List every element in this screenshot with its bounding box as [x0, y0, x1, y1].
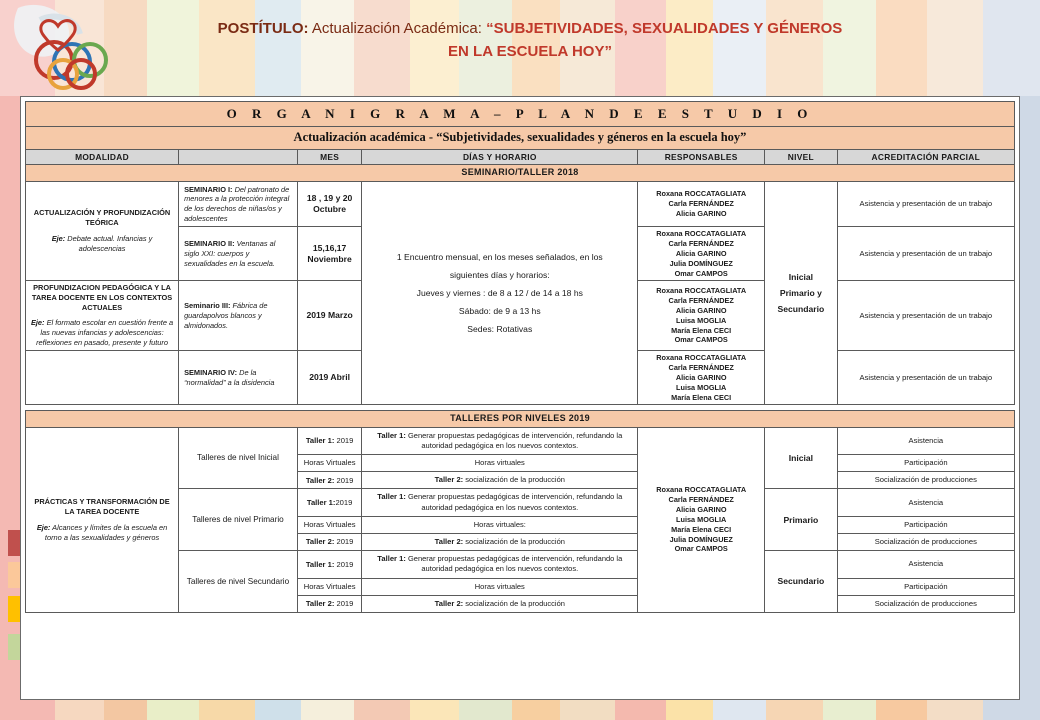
- section-row-2018: [26, 165, 1015, 181]
- page-title: [120, 18, 940, 62]
- taller-left-cell: [297, 489, 361, 516]
- taller-left-cell: [297, 516, 361, 533]
- modalidad-eje-text-1: Debate actual. Infancias y adolescencias: [65, 233, 153, 253]
- taller-left-label: Taller 1:: [305, 436, 335, 446]
- acreditacion-cell-3: Asistencia y presentación de un trabajo: [837, 281, 1014, 351]
- modalidad-cell-3: [26, 427, 179, 612]
- taller-left-cell: [297, 533, 361, 550]
- mes-cell-4: 2019 Abril: [297, 351, 361, 405]
- seminario-text-2: Ventanas al siglo XXI: cuerpos y sexualidades en la escuela.: [184, 239, 276, 268]
- responsable-name: María Elena CECI: [671, 392, 732, 402]
- table-column-headers: [26, 149, 1015, 165]
- acreditacion-cell-4: Asistencia y presentación de un trabajo: [837, 351, 1014, 405]
- responsable-name: Roxana ROCCATAGLIATA: [656, 286, 747, 296]
- modalidad-eje-label-1: Eje:: [51, 233, 66, 243]
- responsable-name: Luisa MOGLIA: [676, 514, 727, 524]
- seminario-cell-4: [179, 351, 298, 405]
- title-line-2: EN LA ESCUELA HOY”: [448, 42, 612, 60]
- banner-title: O R G A N I G R A M A – P L A N D E E S T U D I O: [26, 102, 1015, 127]
- taller-left-label: Taller 2:: [305, 537, 335, 547]
- seminario-cell-1: [179, 181, 298, 227]
- taller-left-rest: 2019: [334, 559, 354, 569]
- responsables-cell-1: [638, 181, 765, 227]
- acreditacion-cell-2: Asistencia y presentación de un trabajo: [837, 227, 1014, 281]
- taller-desc-label: Taller 1:: [377, 554, 406, 564]
- title-lead: POSTÍTULO:: [217, 20, 309, 37]
- taller-desc-cell: [362, 533, 638, 550]
- nivel-cell-secundario: Secundario: [765, 551, 838, 613]
- taller-desc-cell: Horas virtuales:: [362, 516, 638, 533]
- taller-left-cell: [297, 427, 361, 454]
- col-acreditacion: ACREDITACIÓN PARCIAL: [837, 149, 1014, 165]
- responsables-cell-3: [638, 281, 765, 351]
- modalidad-eje-text-2: El formato escolar en cuestión frente a las nuevas infancias y adolescencias: reflexiones en pasado, presente y futuro: [36, 318, 174, 348]
- modalidad-cell-2: [26, 281, 179, 351]
- responsable-name: María Elena CECI: [671, 524, 732, 534]
- seminario-text-3: Fábrica de guardapolvos blancos y almidonados.: [184, 301, 268, 330]
- responsable-name: Alicia GARINO: [675, 248, 727, 258]
- organigrama-table-container: [20, 96, 1020, 700]
- acreditacion-cell: Asistencia: [837, 551, 1014, 578]
- acreditacion-cell: Socialización de producciones: [837, 533, 1014, 550]
- taller-desc-label: Taller 2:: [434, 475, 464, 485]
- seminario-label-2: SEMINARIO II:: [184, 239, 235, 249]
- horario-line-4: Sábado: de 9 a 13 hs: [458, 306, 541, 317]
- nivel-inicial: Inicial: [788, 271, 814, 282]
- col-responsables: RESPONSABLES: [638, 149, 765, 165]
- responsable-name: Carla FERNÁNDEZ: [668, 495, 734, 505]
- seminario-label-4: SEMINARIO IV:: [184, 368, 238, 378]
- taller-desc-text: socialización de la producción: [463, 598, 565, 608]
- col-seminario: [179, 149, 298, 165]
- taller-left-cell: [297, 595, 361, 612]
- mes-cell-2: 15,16,17 Noviembre: [297, 227, 361, 281]
- horario-line-1: 1 Encuentro mensual, en los meses señalados, en los: [396, 251, 603, 262]
- taller-left-cell: [297, 551, 361, 578]
- title-highlight: “SUBJETIVIDADES, SEXUALIDADES Y GÉNEROS: [486, 20, 843, 37]
- responsable-name: Omar CAMPOS: [674, 335, 728, 345]
- nivel-cell-2018: [765, 181, 838, 405]
- nivel-cell-primario: Primario: [765, 489, 838, 551]
- responsable-name: Alicia GARINO: [675, 372, 727, 382]
- taller-left-label: Horas Virtuales: [303, 581, 356, 591]
- seminario-label-1: SEMINARIO I:: [184, 184, 233, 194]
- taller-desc-cell: [362, 595, 638, 612]
- nivel-secundario: Secundario: [777, 304, 825, 315]
- mes-cell-1: 18 , 19 y 20 Octubre: [297, 181, 361, 227]
- taller-left-label: Taller 1:: [306, 497, 336, 507]
- responsable-name: Roxana ROCCATAGLIATA: [656, 353, 747, 363]
- col-modalidad: MODALIDAD: [26, 149, 179, 165]
- seminario-cell-2: [179, 227, 298, 281]
- taller-left-rest: 2019: [334, 475, 354, 485]
- nivel-cell-inicial: Inicial: [765, 427, 838, 489]
- responsable-name: Luisa MOGLIA: [676, 382, 727, 392]
- responsable-name: Carla FERNÁNDEZ: [668, 238, 734, 248]
- section-title-2019: TALLERES POR NIVELES 2019: [26, 411, 1015, 427]
- taller-left-rest: 2019: [334, 537, 354, 547]
- taller-desc-label: Taller 1:: [377, 492, 406, 502]
- responsable-name: Carla FERNÁNDEZ: [668, 198, 734, 208]
- taller-desc-text: Generar propuestas pedagógicas de intervención, refundando la autoridad pedagógica en los nuevos contextos.: [405, 430, 623, 450]
- taller-desc-text: Generar propuestas pedagógicas de intervención, refundando la autoridad pedagógica en los nuevos contextos.: [405, 492, 623, 512]
- acreditacion-cell: Asistencia: [837, 489, 1014, 516]
- taller-left-label: Horas Virtuales: [303, 458, 356, 468]
- responsables-cell-2: [638, 227, 765, 281]
- responsable-name: Omar CAMPOS: [674, 544, 728, 554]
- acreditacion-cell: Socialización de producciones: [837, 472, 1014, 489]
- seminario-text-4: De la “normalidad” a la disidencia: [184, 368, 275, 387]
- col-mes: MES: [297, 149, 361, 165]
- modalidad-cell-1: [26, 181, 179, 281]
- seminario-label-3: Seminario III:: [184, 301, 231, 311]
- horario-line-2: siguientes días y horarios:: [449, 269, 550, 280]
- col-dias-horario: DÍAS Y HORARIO: [362, 149, 638, 165]
- modalidad-eje-label-2: Eje:: [30, 318, 45, 328]
- taller-left-cell: [297, 578, 361, 595]
- table-banner-row: [26, 102, 1015, 127]
- taller-desc-cell: [362, 489, 638, 516]
- taller-nivel-name-secundario: Talleres de nivel Secundario: [179, 551, 298, 613]
- modalidad-eje-label-3: Eje:: [36, 522, 51, 532]
- section-row-2019: [26, 411, 1015, 427]
- taller-left-cell: [297, 472, 361, 489]
- modalidad-cell-2b: [26, 351, 179, 405]
- title-mid: Actualización Académica:: [308, 20, 487, 37]
- taller-left-label: Taller 1:: [305, 559, 335, 569]
- responsable-name: Roxana ROCCATAGLIATA: [656, 189, 747, 199]
- taller-desc-cell: Horas virtuales: [362, 455, 638, 472]
- taller-left-rest: 2019: [334, 436, 354, 446]
- acreditacion-cell: Participación: [837, 455, 1014, 472]
- acreditacion-cell: Asistencia: [837, 427, 1014, 454]
- responsable-name: María Elena CECI: [671, 325, 732, 335]
- taller-desc-cell: Horas virtuales: [362, 578, 638, 595]
- taller-desc-text: socialización de la producción: [463, 536, 565, 546]
- taller-nivel-name-inicial: Talleres de nivel Inicial: [179, 427, 298, 489]
- table-row: [26, 181, 1015, 227]
- section-title-2018: SEMINARIO/TALLER 2018: [26, 165, 1015, 181]
- taller-left-rest: 2019: [334, 599, 354, 609]
- table-subbanner-row: [26, 127, 1015, 150]
- responsable-name: Omar CAMPOS: [674, 268, 728, 278]
- taller-left-label: Taller 2:: [305, 475, 335, 485]
- mes-cell-3: 2019 Marzo: [297, 281, 361, 351]
- nivel-primario: Primario y: [779, 287, 822, 298]
- taller-left-label: Taller 2:: [305, 599, 335, 609]
- horario-line-5: Sedes: Rotativas: [467, 324, 533, 335]
- responsable-name: Roxana ROCCATAGLIATA: [656, 485, 747, 495]
- taller-desc-text: Generar propuestas pedagógicas de intervención, refundando la autoridad pedagógica en los nuevos contextos.: [405, 554, 623, 574]
- responsable-name: Alicia GARINO: [675, 305, 727, 315]
- taller-desc-label: Taller 2:: [434, 598, 464, 608]
- taller-left-rest: 2019: [335, 497, 353, 507]
- organigrama-table: [25, 101, 1015, 613]
- acreditacion-cell: Participación: [837, 516, 1014, 533]
- horario-line-3: Jueves y viernes : de 8 a 12 / de 14 a 18 hs: [416, 288, 583, 299]
- responsable-name: Carla FERNÁNDEZ: [668, 363, 734, 373]
- responsable-name: Julia DOMÍNGUEZ: [669, 534, 733, 544]
- col-nivel: NIVEL: [765, 149, 838, 165]
- seminario-text-1: Del patronato de menores a la protección integral de los derechos de niñas/os y adolescentes: [184, 184, 290, 223]
- taller-desc-label: Taller 2:: [434, 536, 464, 546]
- responsable-name: Roxana ROCCATAGLIATA: [656, 229, 747, 239]
- responsables-cell-4: [638, 351, 765, 405]
- taller-desc-cell: [362, 551, 638, 578]
- responsables-cell-2019: [638, 427, 765, 612]
- table-row: [26, 427, 1015, 454]
- acreditacion-cell-1: Asistencia y presentación de un trabajo: [837, 181, 1014, 227]
- page-header: [0, 0, 1040, 96]
- responsable-name: Luisa MOGLIA: [676, 315, 727, 325]
- taller-desc-cell: [362, 427, 638, 454]
- responsable-name: Carla FERNÁNDEZ: [668, 296, 734, 306]
- subbanner-title: Actualización académica - “Subjetividades, sexualidades y géneros en la escuela hoy”: [26, 127, 1015, 150]
- taller-left-label: Horas Virtuales: [303, 520, 356, 530]
- taller-desc-text: socialización de la producción: [463, 475, 565, 485]
- taller-desc-label: Taller 1:: [377, 430, 406, 440]
- modalidad-title-2: PROFUNDIZACION PEDAGÓGICA Y LA TAREA DOCENTE EN LOS CONTEXTOS ACTUALES: [31, 283, 173, 313]
- taller-desc-cell: [362, 472, 638, 489]
- taller-left-cell: [297, 455, 361, 472]
- acreditacion-cell: Participación: [837, 578, 1014, 595]
- responsable-name: Alicia GARINO: [675, 208, 727, 218]
- modalidad-title-1: ACTUALIZACIÓN Y PROFUNDIZACIÓN TEÓRICA: [33, 208, 171, 227]
- modalidad-eje-text-3: Alcances y límites de la escuela en torno a las sexualidades y géneros: [44, 522, 168, 542]
- seminario-cell-3: [179, 281, 298, 351]
- taller-nivel-name-primario: Talleres de nivel Primario: [179, 489, 298, 551]
- responsable-name: Julia DOMÍNGUEZ: [669, 258, 733, 268]
- dias-horario-cell: [362, 181, 638, 405]
- responsable-name: Alicia GARINO: [675, 505, 727, 515]
- acreditacion-cell: Socialización de producciones: [837, 595, 1014, 612]
- modalidad-title-3: PRÁCTICAS Y TRANSFORMACIÓN DE LA TAREA DOCENTE: [34, 496, 170, 516]
